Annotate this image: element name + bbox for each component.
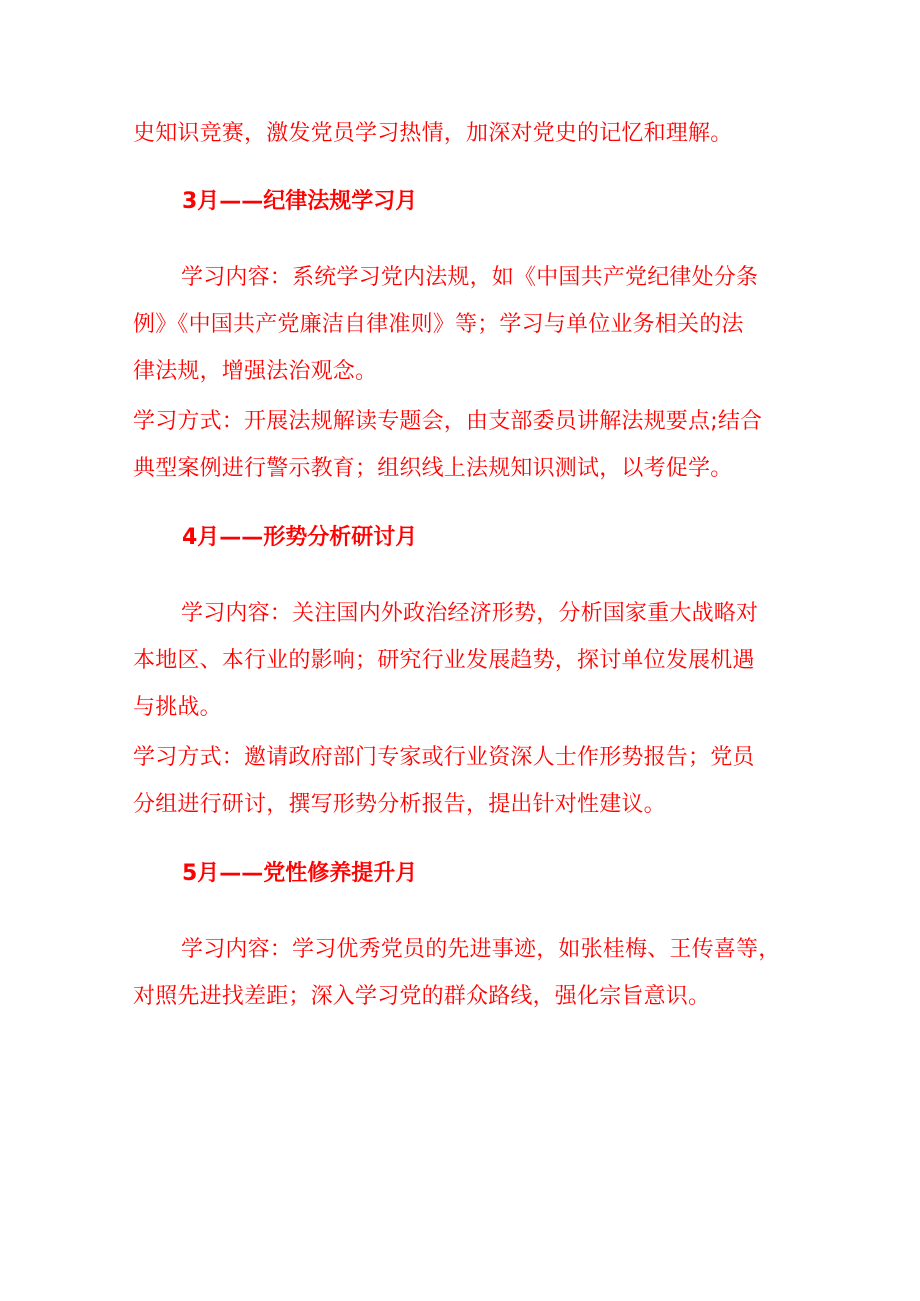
content-line: 律法规，增强法治观念。 [133,359,378,384]
section-may-content [133,926,813,1020]
section-april-method [133,734,813,828]
content-line: 与挑战。 [133,695,222,720]
intro-paragraph [133,110,813,157]
section-heading-april: 4月——形势分析研讨月 [182,525,418,550]
content-line: 例》《中国共产党廉洁自律准则》等；学习与单位业务相关的法 [133,312,744,337]
method-line: 学习方式：开展法规解读专题会，由支部委员讲解法规要点;结合 [133,409,763,434]
section-march-content [133,254,813,395]
content-line: 学习内容：学习优秀党员的先进事迹，如张桂梅、王传喜等， [181,937,781,962]
method-line: 典型案例进行警示教育；组织线上法规知识测试，以考促学。 [133,456,733,481]
section-heading-may: 5月——党性修养提升月 [182,861,418,886]
content-line: 本地区、本行业的影响；研究行业发展趋势，探讨单位发展机遇 [133,648,755,673]
content-line: 学习内容：关注国内外政治经济形势，分析国家重大战略对 [181,601,759,626]
method-line: 学习方式：邀请政府部门专家或行业资深人士作形势报告；党员 [133,745,755,770]
content-line: 学习内容：系统学习党内法规，如《中国共产党纪律处分条 [181,265,759,290]
method-line: 分组进行研讨，撰写形势分析报告，提出针对性建议。 [133,792,666,817]
section-april-content [133,590,813,731]
content-line: 对照先进找差距；深入学习党的群众路线，强化宗旨意识。 [133,984,711,1009]
section-heading-march: 3月——纪律法规学习月 [182,189,418,214]
section-march-method [133,398,813,492]
intro-line: 史知识竞赛，激发党员学习热情，加深对党史的记忆和理解。 [133,121,733,146]
